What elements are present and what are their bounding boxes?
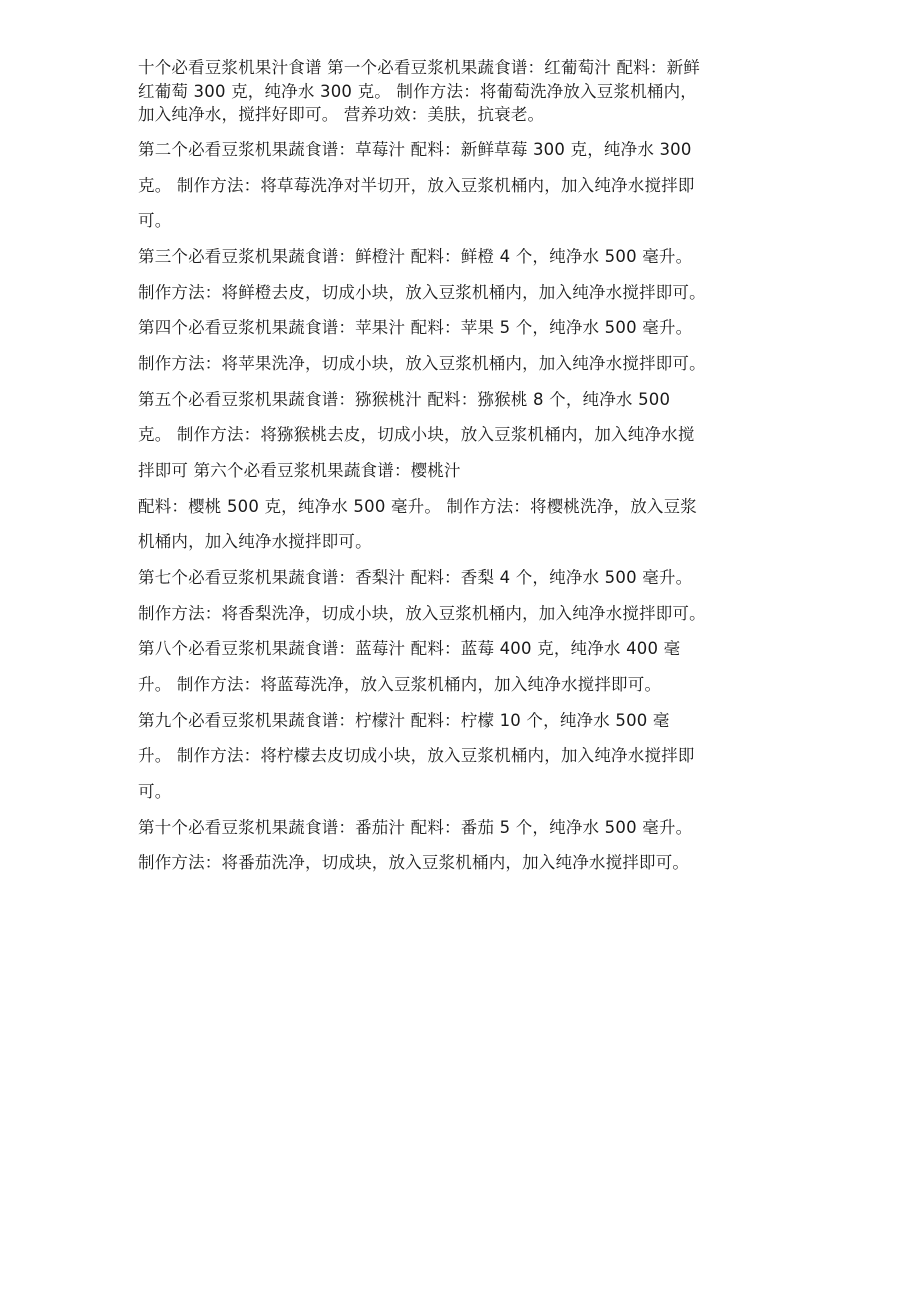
text-line: 制作方法：将番茄洗净，切成块，放入豆浆机桶内，加入纯净水搅拌即可。 xyxy=(138,853,690,872)
text-line: 红葡萄 300 克，纯净水 300 克。 制作方法：将葡萄洗净放入豆浆机桶内， xyxy=(138,82,698,101)
text-line: 第十个必看豆浆机果蔬食谱：番茄汁 配料：番茄 5 个，纯净水 500 毫升。 xyxy=(138,818,693,837)
text-line: 克。 制作方法：将草莓洗净对半切开，放入豆浆机桶内，加入纯净水搅拌即 xyxy=(138,176,695,195)
text-line: 第二个必看豆浆机果蔬食谱：草莓汁 配料：新鲜草莓 300 克，纯净水 300 xyxy=(138,140,692,159)
text-line: 十个必看豆浆机果汁食谱 第一个必看豆浆机果蔬食谱：红葡萄汁 配料：新鲜 xyxy=(138,58,700,77)
text-line: 第九个必看豆浆机果蔬食谱：柠檬汁 配料：柠檬 10 个，纯净水 500 毫 xyxy=(138,711,670,730)
text-line: 拌即可 第六个必看豆浆机果蔬食谱：樱桃汁 xyxy=(138,461,461,480)
text-line: 第七个必看豆浆机果蔬食谱：香梨汁 配料：香梨 4 个，纯净水 500 毫升。 xyxy=(138,568,693,587)
text-line: 升。 制作方法：将蓝莓洗净，放入豆浆机桶内，加入纯净水搅拌即可。 xyxy=(138,675,662,694)
text-line: 第五个必看豆浆机果蔬食谱：猕猴桃汁 配料：猕猴桃 8 个，纯净水 500 xyxy=(138,390,671,409)
text-line: 制作方法：将鲜橙去皮，切成小块，放入豆浆机桶内，加入纯净水搅拌即可。 xyxy=(138,283,706,302)
text-line: 升。 制作方法：将柠檬去皮切成小块，放入豆浆机桶内，加入纯净水搅拌即 xyxy=(138,746,695,765)
text-line: 制作方法：将香梨洗净，切成小块，放入豆浆机桶内，加入纯净水搅拌即可。 xyxy=(138,604,706,623)
text-line: 制作方法：将苹果洗净，切成小块，放入豆浆机桶内，加入纯净水搅拌即可。 xyxy=(138,354,706,373)
text-line: 克。 制作方法：将猕猴桃去皮，切成小块，放入豆浆机桶内，加入纯净水搅 xyxy=(138,425,695,444)
text-line: 第三个必看豆浆机果蔬食谱：鲜橙汁 配料：鲜橙 4 个，纯净水 500 毫升。 xyxy=(138,247,693,266)
text-line: 机桶内，加入纯净水搅拌即可。 xyxy=(138,532,372,551)
text-line: 加入纯净水，搅拌好即可。 营养功效：美肤，抗衰老。 xyxy=(138,105,545,124)
text-line: 配料：樱桃 500 克，纯净水 500 毫升。 制作方法：将樱桃洗净，放入豆浆 xyxy=(138,497,698,516)
text-line: 第四个必看豆浆机果蔬食谱：苹果汁 配料：苹果 5 个，纯净水 500 毫升。 xyxy=(138,318,693,337)
text-line: 第八个必看豆浆机果蔬食谱：蓝莓汁 配料：蓝莓 400 克，纯净水 400 毫 xyxy=(138,639,681,658)
text-line: 可。 xyxy=(138,782,172,801)
text-line: 可。 xyxy=(138,211,172,230)
